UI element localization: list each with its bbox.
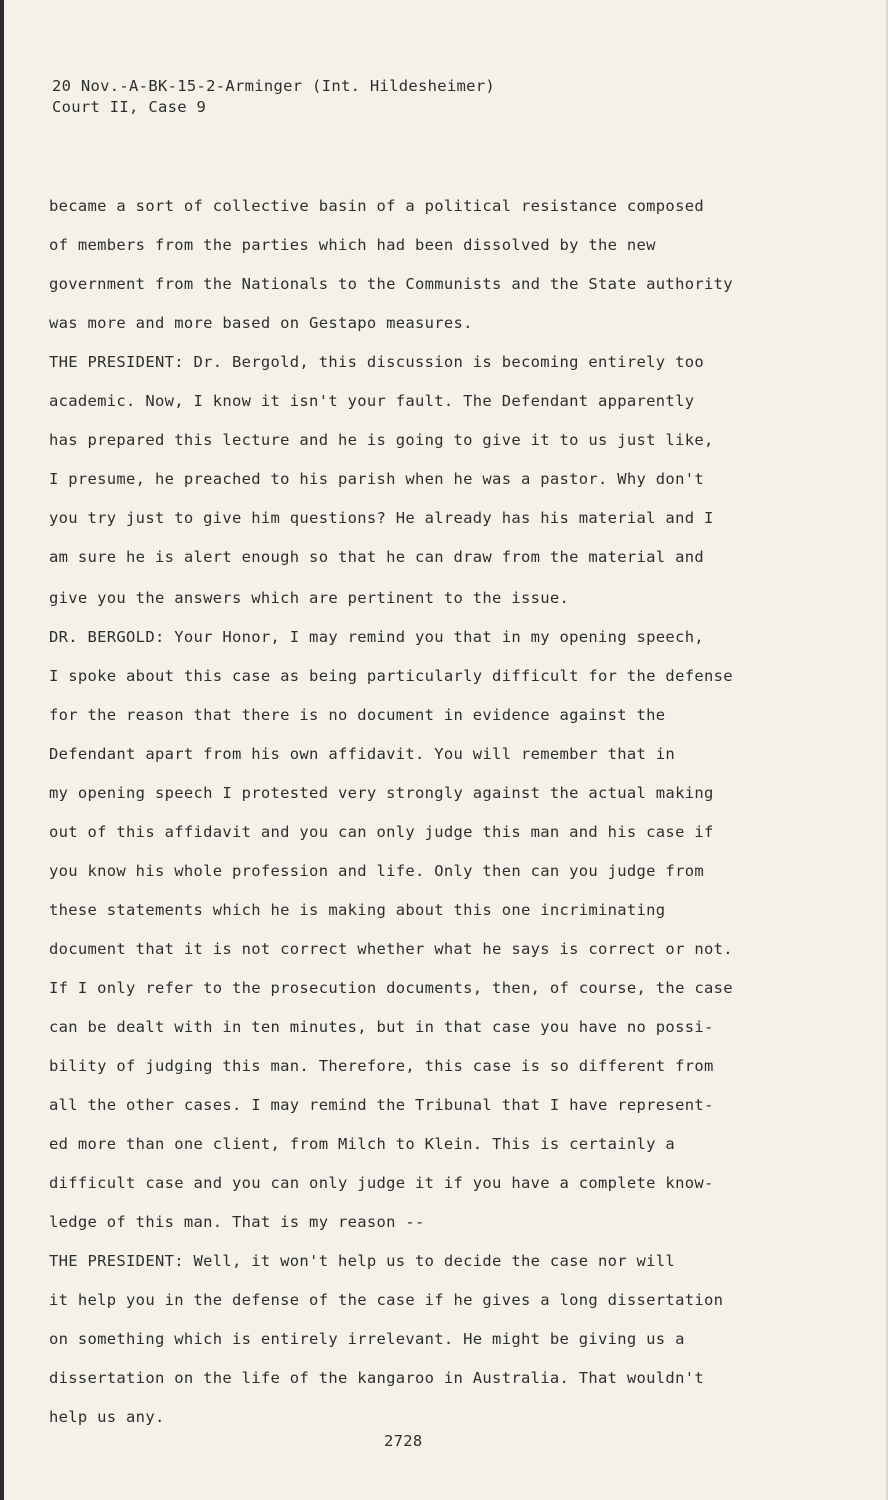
body-line: became a sort of collective basin of a political resistance composed <box>49 197 704 215</box>
body-line: ledge of this man. That is my reason -- <box>49 1213 425 1231</box>
body-line: you try just to give him questions? He already has his material and I <box>49 509 714 527</box>
body-line: for the reason that there is no document in evidence against the <box>49 706 666 724</box>
body-line: document that it is not correct whether what he says is correct or not. <box>49 940 733 958</box>
body-line: give you the answers which are pertinent to the issue. <box>49 589 570 607</box>
body-line: of members from the parties which had been dissolved by the new <box>49 236 656 254</box>
body-line: on something which is entirely irrelevant. He might be giving us a <box>49 1330 685 1348</box>
page-number: 2728 <box>384 1432 423 1450</box>
body-line: can be dealt with in ten minutes, but in that case you have no possi- <box>49 1018 714 1036</box>
body-line: it help you in the defense of the case if he gives a long dissertation <box>49 1291 724 1309</box>
body-line: Defendant apart from his own affidavit. You will remember that in <box>49 745 676 763</box>
body-line: academic. Now, I know it isn't your fault. The Defendant apparently <box>49 392 695 410</box>
body-line: bility of judging this man. Therefore, this case is so different from <box>49 1057 714 1075</box>
body-line: all the other cases. I may remind the Tribunal that I have represent- <box>49 1096 714 1114</box>
body-line: difficult case and you can only judge it if you have a complete know- <box>49 1174 714 1192</box>
body-line: these statements which he is making about this one incriminating <box>49 901 666 919</box>
body-line: dissertation on the life of the kangaroo in Australia. That wouldn't <box>49 1369 704 1387</box>
document-header <box>52 76 495 118</box>
body-line: DR. BERGOLD: Your Honor, I may remind you that in my opening speech, <box>49 628 704 646</box>
header-transcript-reference: 20 Nov.-A-BK-15-2-Arminger (Int. Hildesheimer) <box>52 77 496 95</box>
body-line: my opening speech I protested very strongly against the actual making <box>49 784 714 802</box>
body-line: you know his whole profession and life. Only then can you judge from <box>49 862 704 880</box>
body-line: out of this affidavit and you can only judge this man and his case if <box>49 823 714 841</box>
body-line: I spoke about this case as being particularly difficult for the defense <box>49 667 733 685</box>
body-line: am sure he is alert enough so that he can draw from the material and <box>49 548 704 566</box>
body-line: If I only refer to the prosecution documents, then, of course, the case <box>49 979 733 997</box>
body-line: ed more than one client, from Milch to Klein. This is certainly a <box>49 1135 676 1153</box>
body-line: THE PRESIDENT: Dr. Bergold, this discussion is becoming entirely too <box>49 353 704 371</box>
body-line: was more and more based on Gestapo measures. <box>49 314 473 332</box>
body-line: THE PRESIDENT: Well, it won't help us to decide the case nor will <box>49 1252 676 1270</box>
body-line: help us any. <box>49 1408 165 1426</box>
header-court-case: Court II, Case 9 <box>52 98 207 116</box>
body-line: government from the Nationals to the Communists and the State authority <box>49 275 733 293</box>
body-line: has prepared this lecture and he is going to give it to us just like, <box>49 431 714 449</box>
body-line: I presume, he preached to his parish when he was a pastor. Why don't <box>49 470 704 488</box>
